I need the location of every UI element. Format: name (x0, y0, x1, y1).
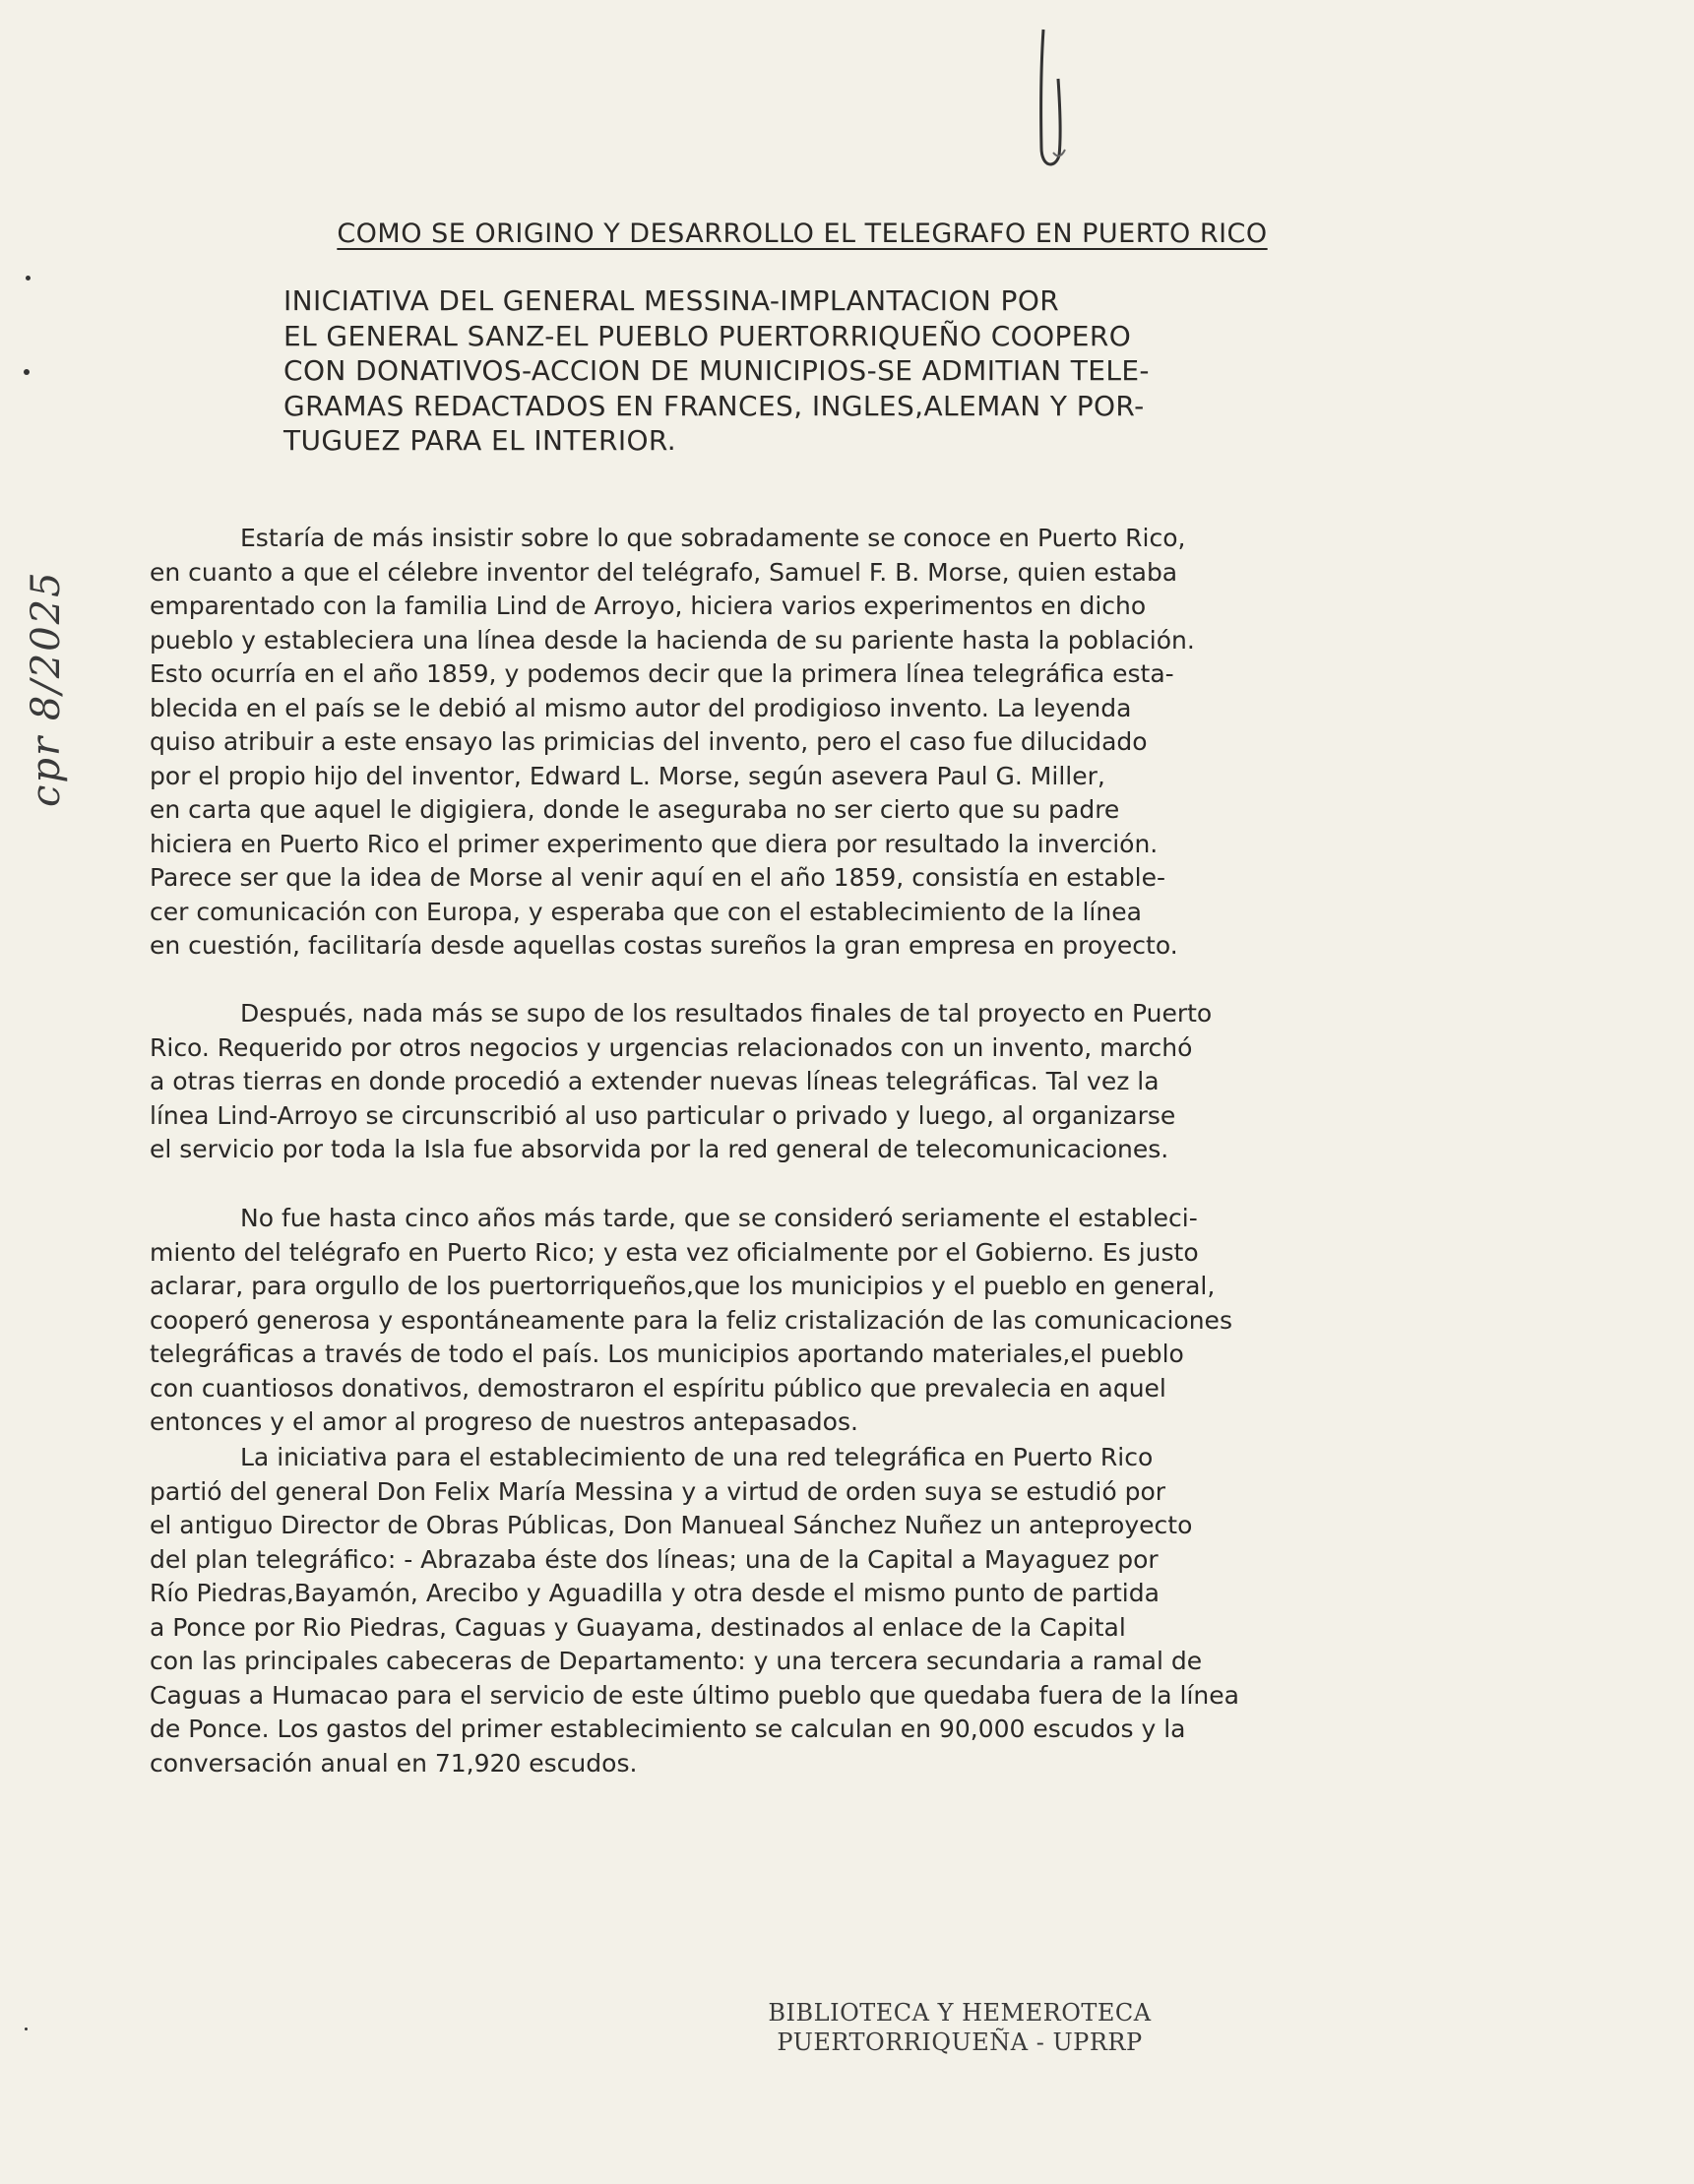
text-line: No fue hasta cinco años más tarde, que se consideró seriamente el estableci- (240, 1204, 1198, 1232)
text-line: telegráficas a través de todo el país. Los municipios aportando materiales,el pueblo (150, 1340, 1184, 1368)
subtitle-line: GRAMAS REDACTADOS EN FRANCES, INGLES,ALEMAN Y POR- (283, 389, 1145, 422)
text-line: línea Lind-Arroyo se circunscribió al uso particular o privado y luego, al organizarse (150, 1100, 1176, 1130)
text-line: el servicio por toda la Isla fue absorvida por la red general de telecomunicaciones. (150, 1135, 1169, 1163)
subtitle-line: TUGUEZ PARA EL INTERIOR. (283, 424, 677, 457)
text-line: emparentado con la familia Lind de Arroyo, hiciera varios experimentos en dicho (150, 592, 1147, 620)
stamp-line: PUERTORRIQUEÑA - UPRRP (777, 2028, 1143, 2056)
text-line: blecida en el país se le debió al mismo autor del prodigioso invento. La leyenda (150, 693, 1132, 722)
text-line: Parece ser que la idea de Morse al venir aquí en el año 1859, consistía en estable- (150, 863, 1166, 892)
text-line: en cuestión, facilitaría desde aquellas costas sureños la gran empresa en proyecto. (150, 931, 1178, 960)
text-line: hiciera en Puerto Rico el primer experimento que diera por resultado la inverción. (150, 829, 1159, 858)
subtitle-line: INICIATIVA DEL GENERAL MESSINA-IMPLANTACION POR (283, 284, 1060, 317)
document-title: COMO SE ORIGINO Y DESARROLLO EL TELEGRAFO EN PUERTO RICO (337, 218, 1268, 249)
text-line: el antiguo Director de Obras Públicas, Don Manueal Sánchez Nuñez un anteproyecto (150, 1511, 1193, 1539)
margin-dot (25, 2028, 28, 2030)
text-line: cooperó generosa y espontáneamente para la feliz cristalización de las comunicaciones (150, 1305, 1232, 1335)
text-line: conversación anual en 71,920 escudos. (150, 1748, 638, 1778)
text-line: del plan telegráfico: - Abrazaba éste dos líneas; una de la Capital a Mayaguez por (150, 1544, 1159, 1574)
text-line: con cuantiosos donativos, demostraron el espíritu público que prevalecia en aquel (150, 1373, 1166, 1403)
text-line: con las principales cabeceras de Departamento: y una tercera secundaria a ramal de (150, 1647, 1203, 1675)
margin-note-text: cpr 8/2025 (24, 570, 69, 807)
subtitle-line: CON DONATIVOS-ACCION DE MUNICIPIOS-SE ADMITIAN TELE- (283, 354, 1150, 387)
text-line: Estaría de más insistir sobre lo que sobradamente se conoce en Puerto Rico, (240, 524, 1186, 552)
paragraph-2 (150, 997, 1439, 1167)
text-line: en carta que aquel le digigiera, donde le aseguraba no ser cierto que su padre (150, 795, 1120, 824)
text-line: Río Piedras,Bayamón, Arecibo y Aguadilla y otra desde el mismo punto de partida (150, 1579, 1160, 1607)
subtitle-line: EL GENERAL SANZ-EL PUEBLO PUERTORRIQUEÑO COOPERO (283, 319, 1132, 352)
text-line: partió del general Don Felix María Messina y a virtud de orden suya se estudió por (150, 1476, 1166, 1506)
text-line: pueblo y estableciera una línea desde la hacienda de su pariente hasta la población. (150, 625, 1195, 655)
text-line: miento del telégrafo en Puerto Rico; y esta vez oficialmente por el Gobierno. Es justo (150, 1237, 1199, 1267)
text-line: por el propio hijo del inventor, Edward L. Morse, según asevera Paul G. Miller, (150, 761, 1105, 790)
text-line: cer comunicación con Europa, y esperaba que con el establecimiento de la línea (150, 897, 1142, 926)
margin-handwritten-note (20, 522, 98, 817)
margin-dot (24, 369, 30, 375)
paragraph-3 (150, 1202, 1439, 1440)
text-line: a otras tierras en donde procedió a extender nuevas líneas telegráficas. Tal vez la (150, 1067, 1160, 1095)
text-line: quiso atribuir a este ensayo las primicias del invento, pero el caso fue dilucidado (150, 727, 1148, 756)
stamp-line: BIBLIOTECA Y HEMEROTECA (768, 1999, 1152, 2027)
text-line: de Ponce. Los gastos del primer establecimiento se calculan en 90,000 escudos y la (150, 1715, 1186, 1743)
text-line: Caguas a Humacao para el servicio de este último pueblo que quedaba fuera de la línea (150, 1680, 1239, 1710)
margin-dot (26, 276, 31, 281)
paragraph-4 (150, 1441, 1439, 1780)
text-line: Esto ocurría en el año 1859, y podemos decir que la primera línea telegráfica esta- (150, 659, 1174, 688)
library-stamp (689, 1998, 1230, 2057)
text-line: Rico. Requerido por otros negocios y urgencias relacionados con un invento, marchó (150, 1032, 1193, 1062)
document-subtitle (283, 283, 1347, 459)
text-line: a Ponce por Rio Piedras, Caguas y Guayama, destinados al enlace de la Capital (150, 1612, 1126, 1642)
text-line: Después, nada más se supo de los resultados finales de tal proyecto en Puerto (240, 999, 1213, 1028)
text-line: La iniciativa para el establecimiento de una red telegráfica en Puerto Rico (240, 1443, 1154, 1471)
paragraph-1 (150, 522, 1439, 964)
paper-clip-mark (1004, 20, 1083, 177)
text-line: entonces y el amor al progreso de nuestros antepasados. (150, 1407, 858, 1436)
text-line: en cuanto a que el célebre inventor del telégrafo, Samuel F. B. Morse, quien estaba (150, 557, 1178, 587)
text-line: aclarar, para orgullo de los puertorriqueños,que los municipios y el pueblo en general, (150, 1272, 1216, 1300)
